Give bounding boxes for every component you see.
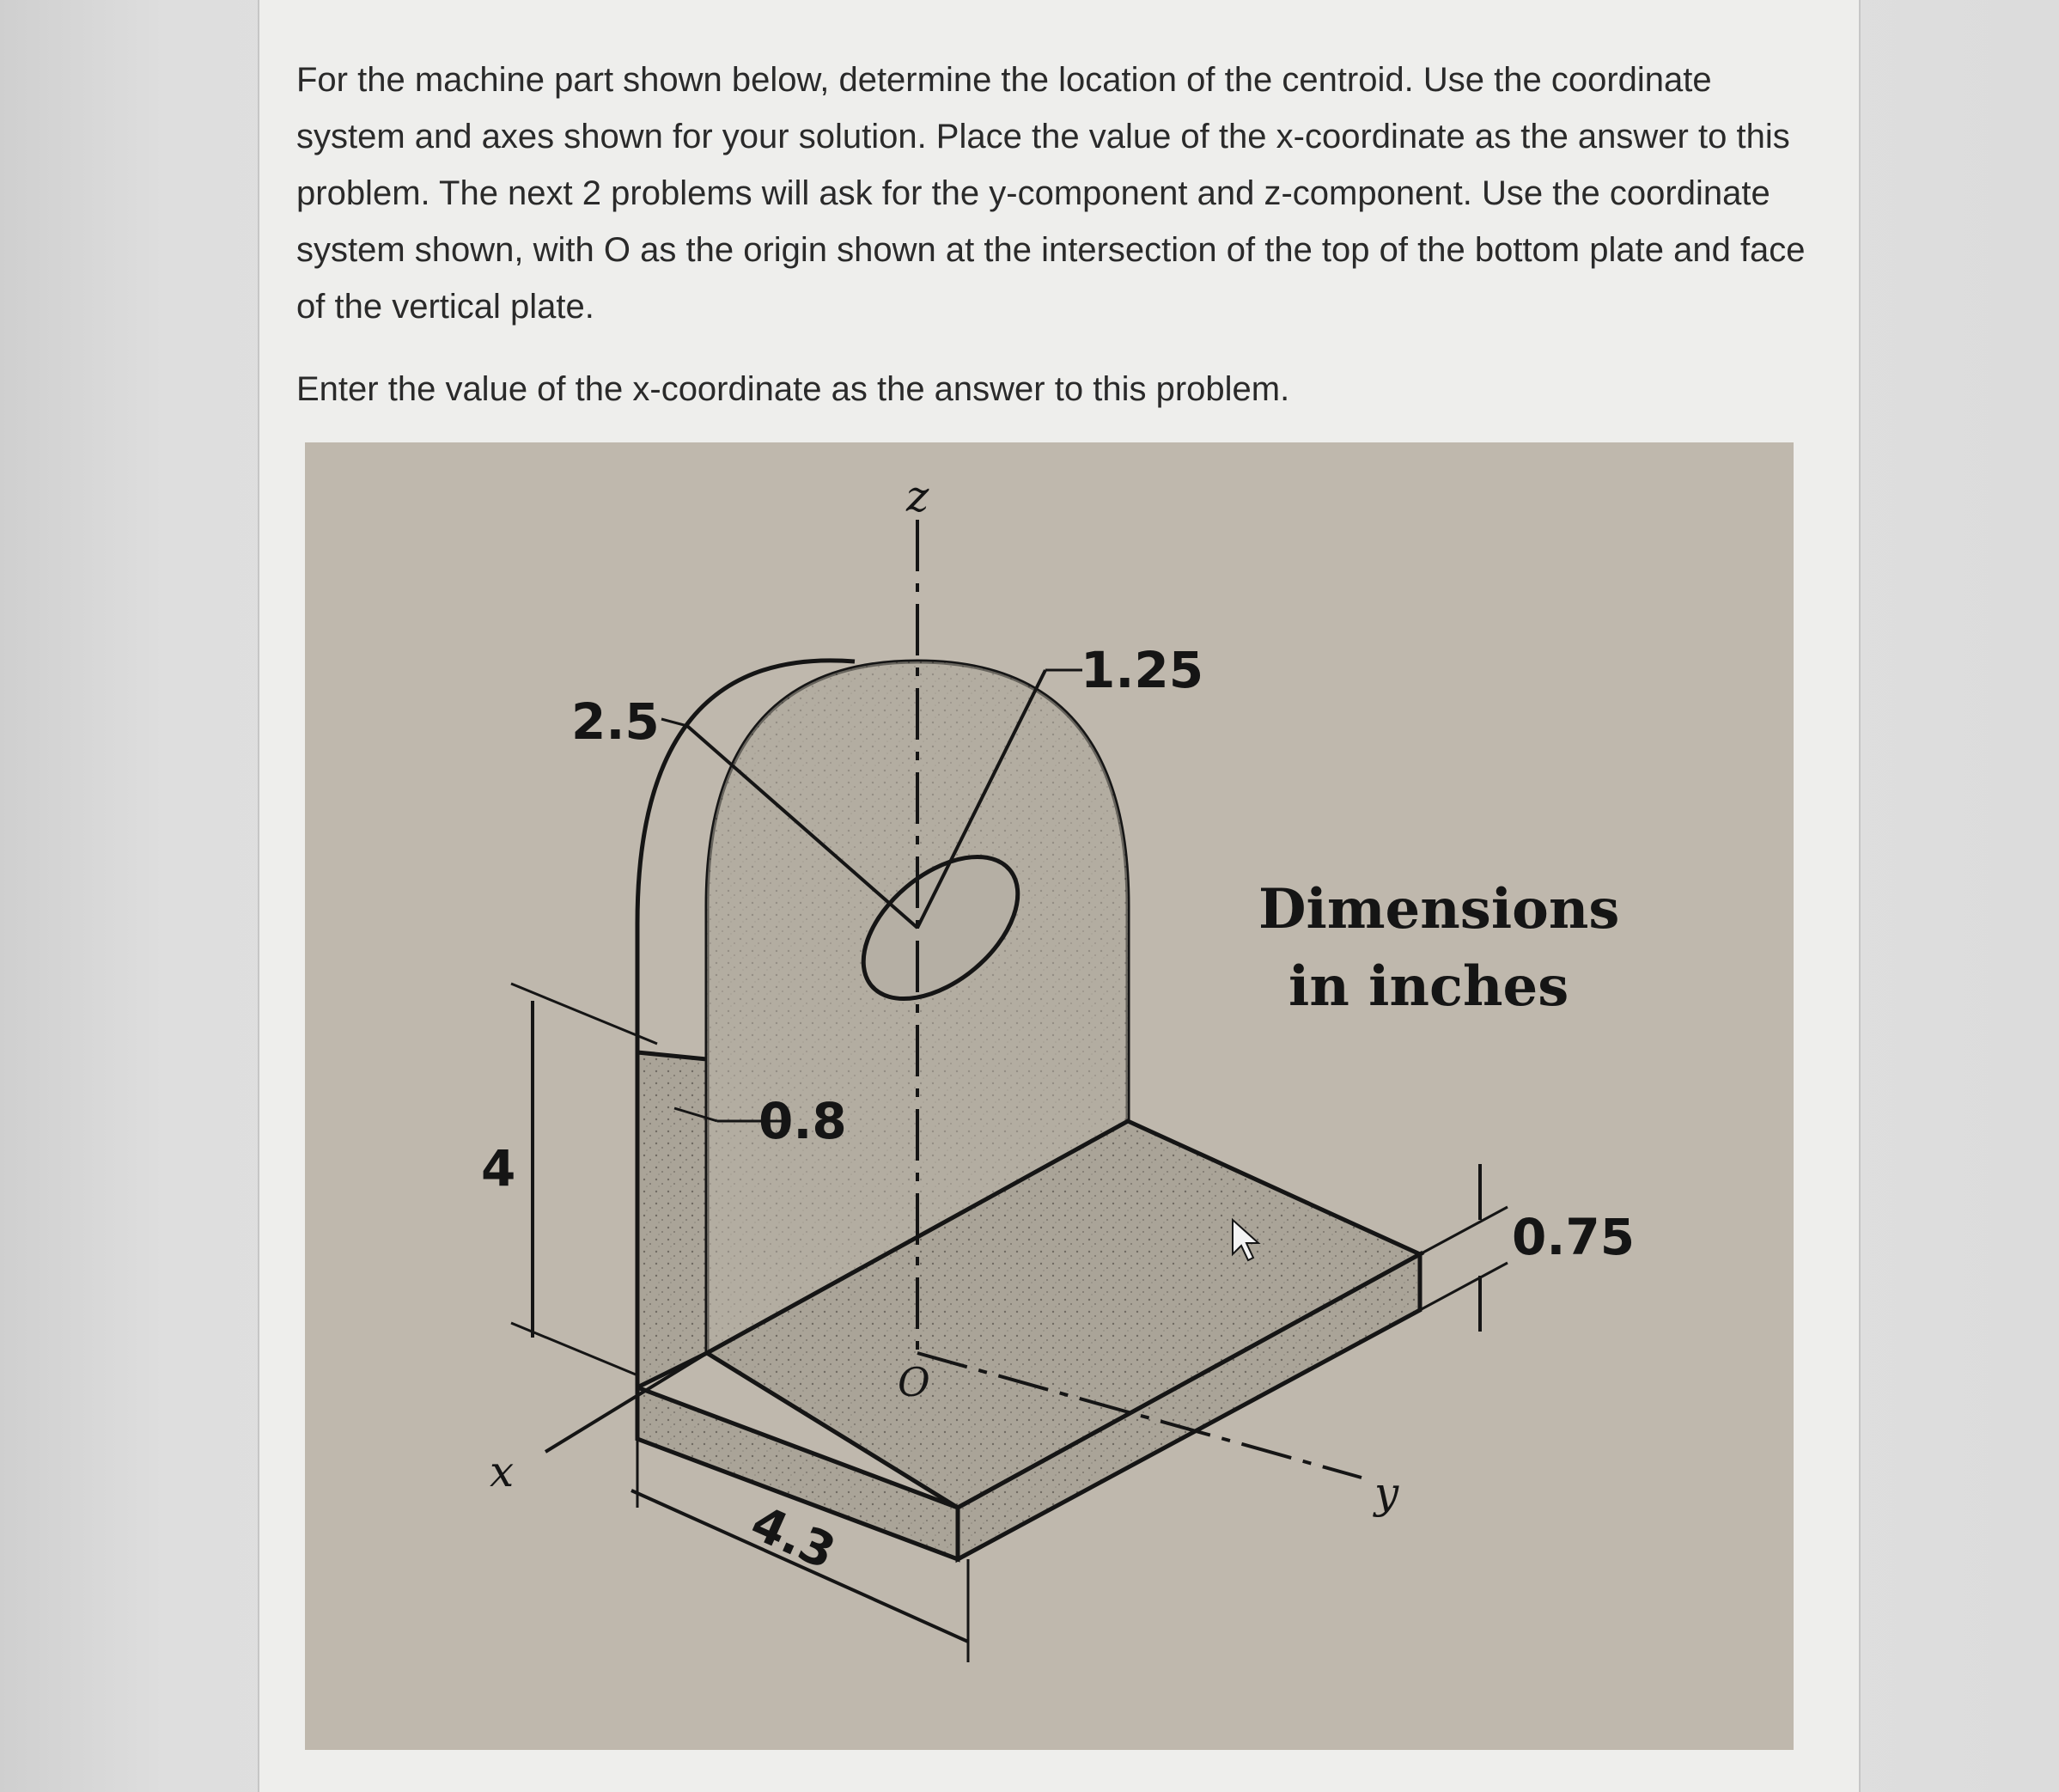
answer-prompt: Enter the value of the x-coordinate as the answer to this problem. bbox=[296, 370, 1290, 408]
height-ext-bottom bbox=[511, 1323, 636, 1374]
outer-radius-leader bbox=[661, 719, 687, 726]
machine-part-figure bbox=[305, 442, 1794, 1750]
dimensions-note-line2: in inches bbox=[1288, 954, 1569, 1019]
outer-radius-label: 2.5 bbox=[571, 692, 660, 751]
origin-label: O bbox=[898, 1359, 930, 1405]
z-axis-label: z bbox=[906, 472, 929, 521]
y-axis-label: y bbox=[1374, 1468, 1399, 1518]
plate-thickness-label: 0.8 bbox=[758, 1092, 847, 1150]
figure-drawing bbox=[305, 442, 1794, 1750]
vertical-plate-side-face bbox=[637, 1052, 707, 1387]
base-thickness-ext-bottom bbox=[1420, 1263, 1508, 1310]
base-thickness-ext-top bbox=[1420, 1207, 1508, 1254]
height-label: 4 bbox=[481, 1139, 516, 1198]
question-paragraph: For the machine part shown below, determine the location of the centroid. Use the coordinate system and axes shown for your solution. Place the value of the x-coordinate as the answer to this problem. The next 2 problems will ask for the y-component and z-component. Use the coordinate system shown, with O as the origin shown at the intersection of the top of the bottom plate and face of the vertical plate. bbox=[296, 61, 1806, 326]
x-axis-label: x bbox=[490, 1447, 515, 1496]
base-thickness-label: 0.75 bbox=[1512, 1208, 1636, 1266]
dimensions-note-line1: Dimensions bbox=[1258, 877, 1620, 942]
base-length-label: 4.3 bbox=[742, 1495, 844, 1582]
hole-radius-label: 1.25 bbox=[1081, 641, 1204, 699]
